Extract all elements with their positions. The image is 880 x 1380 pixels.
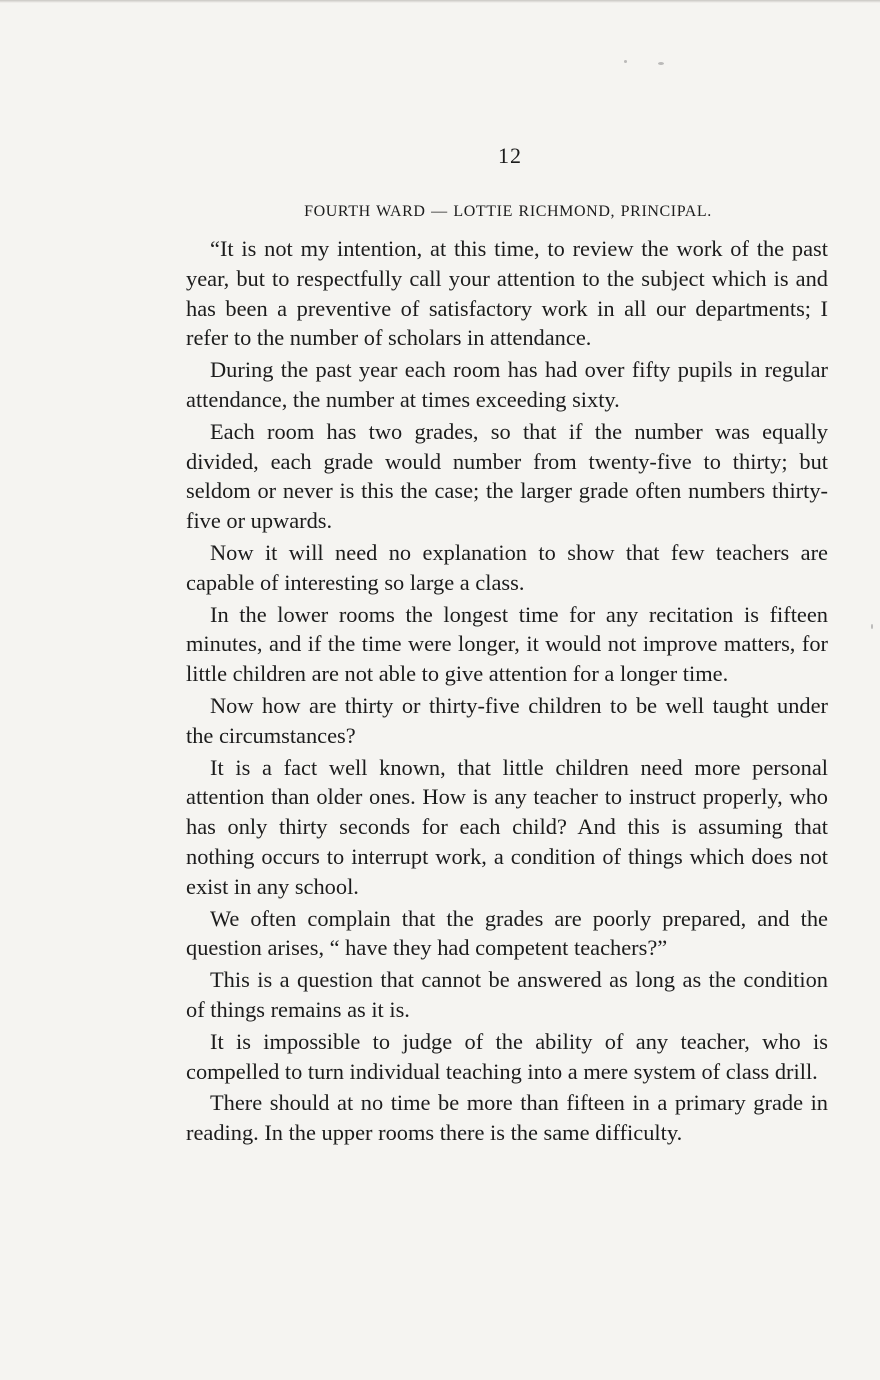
paragraph: There should at no time be more than fifteen in a primary grade in reading. In the upper rooms there is the same difficulty. (186, 1090, 828, 1146)
paragraph: It is a fact well known, that little children need more personal attention than older ones. How is any teacher to instruct properly, who has only thirty seconds for each child? And this is assuming that nothing occurs to interrupt work, a condition of things which does not exist in any school. (186, 754, 828, 899)
paragraph: Now it will need no explanation to show that few teachers are capable of interesting so large a class. (186, 539, 828, 595)
scan-top-edge (0, 0, 880, 3)
paragraph: During the past year each room has had over fifty pupils in regular attendance, the number at times exceeding sixty. (186, 357, 828, 412)
scan-speck (658, 62, 664, 65)
paragraph: “It is not my intention, at this time, to review the work of the past year, but to respectfully call your attention to the subject which is and has been a preventive of satisfactory work in all our departments; I refer to the number of scholars in attendance. (186, 236, 828, 351)
paragraph: It is impossible to judge of the ability of any teacher, who is compelled to turn individual teaching into a mere system of class drill. (186, 1028, 828, 1084)
page-number: 12 (498, 143, 522, 168)
paragraph: Each room has two grades, so that if the number was equally divided, each grade would number from twenty-five to thirty; but seldom or never is this the case; the larger grade often numbers thirty-five or upwards. (186, 418, 828, 534)
paragraph: We often complain that the grades are poorly prepared, and the question arises, “ have they had competent teachers?” (186, 905, 828, 961)
paragraph: In the lower rooms the longest time for any recitation is fifteen minutes, and if the time were longer, it would not improve matters, for little children are not able to give attention for a longer time. (186, 601, 828, 687)
scan-speck (871, 624, 873, 629)
scan-speck (624, 60, 627, 63)
paragraph: Now how are thirty or thirty-five children to be well taught under the circumstances? (186, 692, 828, 748)
body-text (186, 234, 828, 1150)
section-heading: FOURTH WARD — LOTTIE RICHMOND, PRINCIPAL. (304, 203, 712, 220)
paragraph: This is a question that cannot be answered as long as the condition of things remains as it is. (186, 967, 828, 1022)
